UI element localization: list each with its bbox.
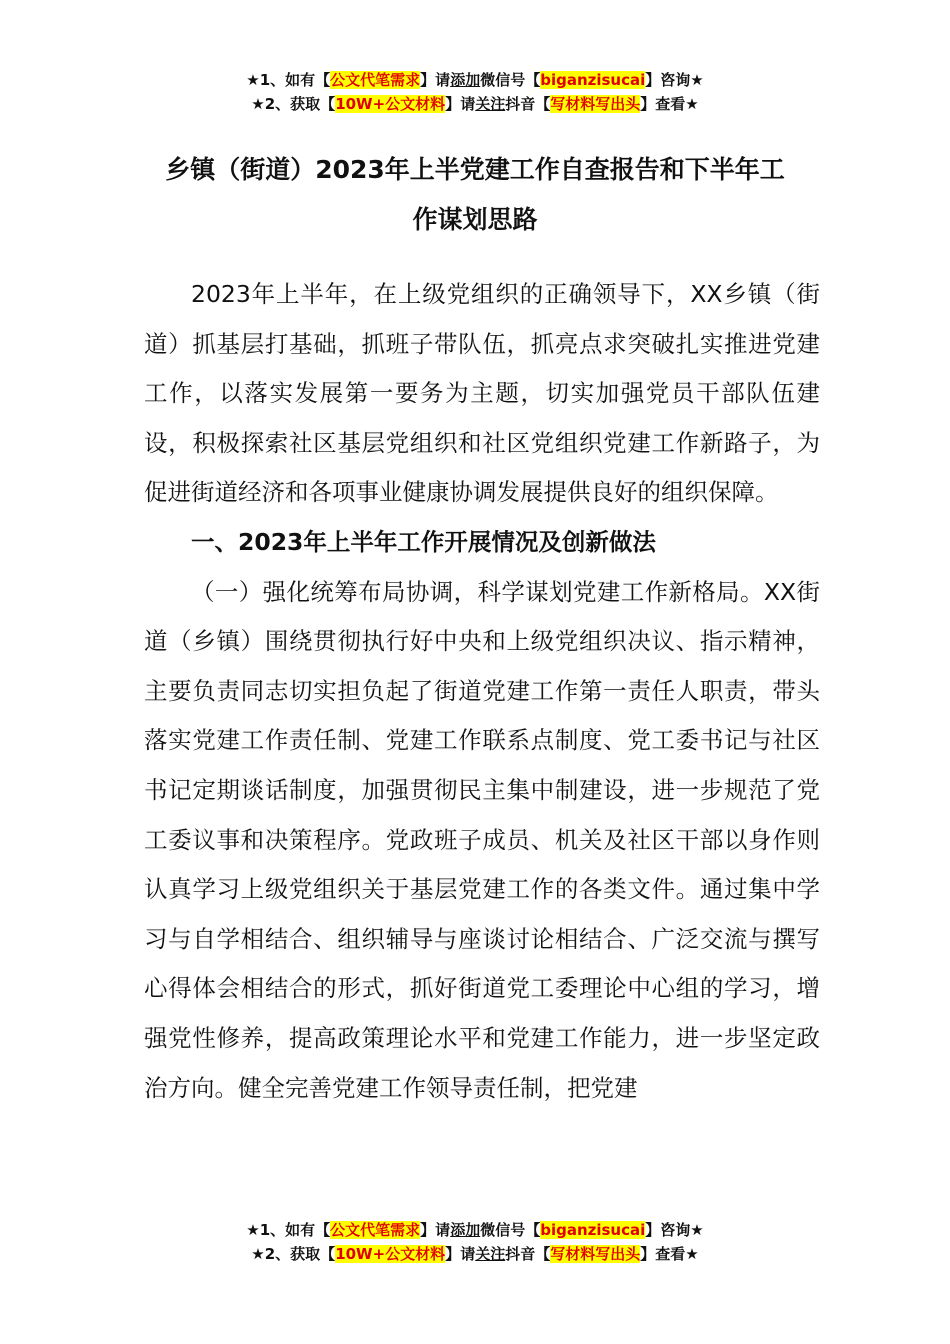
promo-line-2 [0, 92, 950, 116]
promo-highlight: biganzisucai [540, 71, 646, 89]
promo-text: 】请 [445, 1245, 476, 1263]
promo-highlight: biganzisucai [540, 1221, 646, 1239]
promo-emphasis: 关注 [475, 1245, 506, 1263]
promo-highlight: 10W+公文材料 [335, 1245, 446, 1263]
promo-highlight: 写材料写出头 [550, 95, 641, 113]
promo-text: ★2、获取【 [251, 1245, 336, 1263]
promo-text: ★1、如有【 [246, 1221, 331, 1239]
promo-text: 】请 [420, 1221, 451, 1239]
promo-emphasis: 添加 [450, 1221, 481, 1239]
promo-text: 】咨询★ [645, 1221, 704, 1239]
promo-text: 抖音【 [505, 95, 551, 113]
promo-text: 】查看★ [640, 95, 699, 113]
document-title-line-2: 作谋划思路 [412, 205, 538, 234]
promo-banner-bottom [0, 1218, 950, 1266]
intro-paragraph: 2023年上半年，在上级党组织的正确领导下，XX乡镇（街道）抓基层打基础，抓班子带队伍，抓亮点求突破扎实推进党建工作，以落实发展第一要务为主题，切实加强党员干部队伍建设，积极探索社区基层党组织和社区党组织党建工作新路子，为促进街道经济和各项事业健康协调发展提供良好的组织保障。 [144, 280, 820, 507]
promo-text: 】咨询★ [645, 71, 704, 89]
body-paragraph: （一）强化统筹布局协调，科学谋划党建工作新格局。XX街道（乡镇）围绕贯彻执行好中央和上级党组织决议、指示精神，主要负责同志切实担负起了街道党建工作第一责任人职责，带头落实党建工作责任制、党建工作联系点制度、党工委书记与社区书记定期谈话制度，加强贯彻民主集中制建设，进一步规范了党工委议事和决策程序。党政班子成员、机关及社区干部以身作则认真学习上级党组织关于基层党建工作的各类文件。通过集中学习与自学相结合、组织辅导与座谈讨论相结合、广泛交流与撰写心得体会相结合的形式，抓好街道党工委理论中心组的学习，增强党性修养，提高政策理论水平和党建工作能力，进一步坚定政治方向。健全完善党建工作领导责任制，把党建 [144, 577, 820, 1102]
promo-line-1 [0, 68, 950, 92]
promo-text: 】查看★ [640, 1245, 699, 1263]
promo-highlight: 公文代笔需求 [330, 71, 421, 89]
promo-line-2 [0, 1242, 950, 1266]
promo-text: 】请 [445, 95, 476, 113]
promo-highlight: 公文代笔需求 [330, 1221, 421, 1239]
document-title-line-1: 乡镇（街道）2023年上半党建工作自查报告和下半年工 [165, 155, 785, 184]
section-heading: 一、2023年上半年工作开展情况及创新做法 [191, 527, 656, 556]
promo-highlight: 写材料写出头 [550, 1245, 641, 1263]
document-body [144, 270, 820, 1113]
promo-text: ★2、获取【 [251, 95, 336, 113]
promo-emphasis: 关注 [475, 95, 506, 113]
promo-text: 】请 [420, 71, 451, 89]
promo-highlight: 10W+公文材料 [335, 95, 446, 113]
promo-text: ★1、如有【 [246, 71, 331, 89]
promo-banner-top [0, 68, 950, 116]
promo-emphasis: 添加 [450, 71, 481, 89]
promo-line-1 [0, 1218, 950, 1242]
promo-text: 抖音【 [505, 1245, 551, 1263]
promo-text: 微信号【 [480, 71, 541, 89]
promo-text: 微信号【 [480, 1221, 541, 1239]
